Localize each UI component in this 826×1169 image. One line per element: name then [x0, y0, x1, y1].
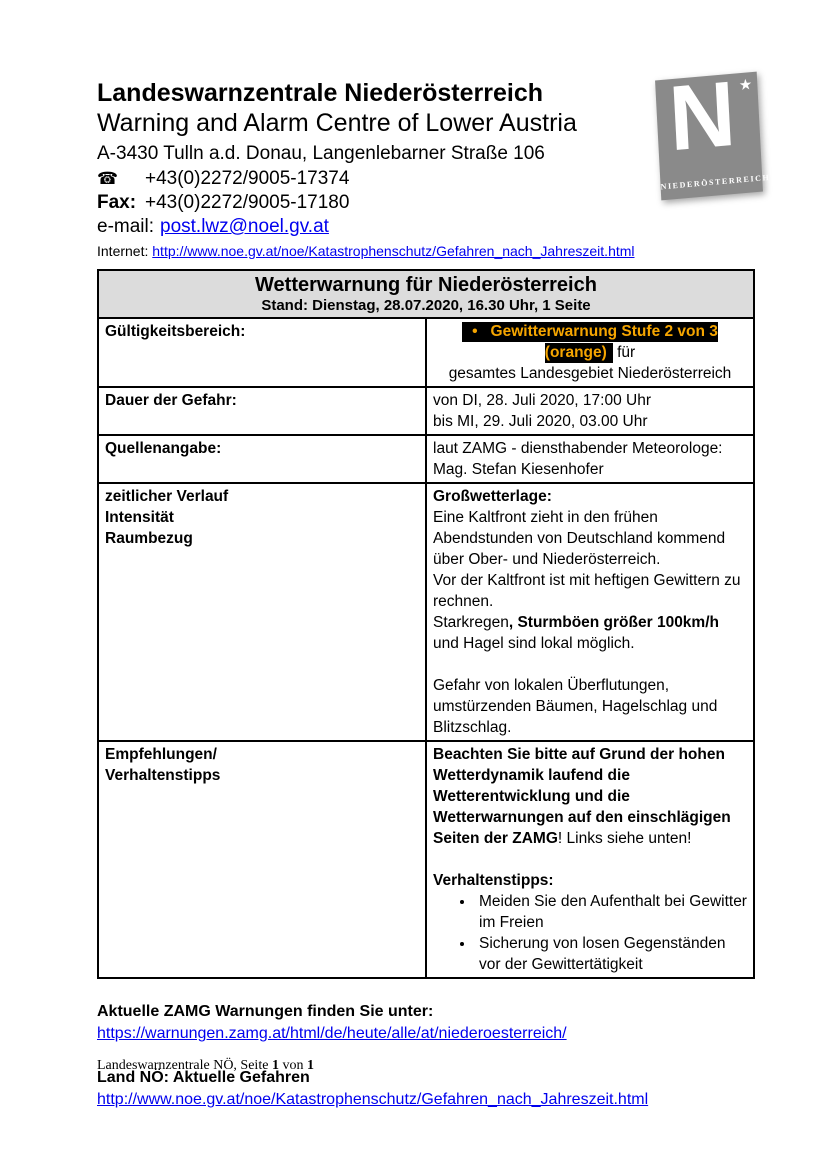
warning-after-highlight: für [612, 344, 636, 361]
tip-item: • Meiden Sie den Aufenthalt bei Gewitter im Freien [475, 891, 747, 933]
noe-dangers-link[interactable]: http://www.noe.gv.at/noe/Katastrophenschutz/Gefahren_nach_Jahreszeit.html [97, 1091, 649, 1108]
zamg-links-heading: Aktuelle ZAMG Warnungen finden Sie unter: [97, 1003, 434, 1020]
weather-paragraph-1: Eine Kaltfront zieht in den frühen Abendstunden von Deutschland kommend über Ober- und Niederösterreich. [433, 509, 726, 568]
duration-content [426, 387, 754, 435]
warning-table [97, 269, 755, 979]
source-row [98, 435, 754, 483]
course-label-line2: Intensität [105, 509, 174, 526]
course-label-line3: Raumbezug [105, 530, 193, 547]
email-label: e-mail: [97, 216, 155, 237]
table-title: Wetterwarnung für Niederösterreich [255, 274, 597, 296]
fax-row [97, 191, 755, 215]
course-row [98, 483, 754, 741]
logo-letter-n: N [666, 62, 738, 171]
noe-links-heading: Land NÖ: Aktuelle Gefahren [97, 1069, 310, 1086]
recommendations-label-line2: Verhaltenstipps [105, 767, 221, 784]
fax-number: +43(0)2272/9005-17180 [145, 192, 350, 213]
document-page [97, 78, 755, 1111]
logo-caption: NIEDERÖSTERREICH [660, 172, 771, 192]
course-label [98, 483, 426, 741]
tip-item: • Sicherung von losen Gegenständen vor der Gewittertätigkeit [475, 933, 747, 975]
noe-logo [655, 62, 771, 201]
duration-row [98, 387, 754, 435]
org-title-en: Warning and Alarm Centre of Lower Austria [97, 109, 577, 137]
internet-label: Internet: [97, 243, 149, 259]
phone-row [97, 167, 755, 191]
org-title-de: Landeswarnzentrale Niederösterreich [97, 79, 543, 107]
weather-paragraph-4: Gefahr von lokalen Überflutungen, umstürzenden Bäumen, Hagelschlag und Blitzschlag. [433, 677, 718, 736]
p3-bold: , Sturmböen größer 100km/h [508, 614, 719, 631]
duration-from: von DI, 28. Juli 2020, 17:00 Uhr [433, 392, 651, 409]
validity-content [426, 318, 754, 387]
warning-highlight-line [433, 321, 747, 363]
telephone-icon: ☎ [97, 169, 119, 188]
bullet-icon: • [472, 323, 478, 340]
footer-prefix: Landeswarnzentrale NÖ, Seite [97, 1058, 272, 1073]
p3-normal: Starkregen [433, 614, 509, 631]
warning-level-highlight [462, 322, 718, 363]
weather-paragraph-3 [433, 612, 747, 654]
course-content [426, 483, 754, 741]
weather-situation-heading: Großwetterlage: [433, 488, 552, 505]
external-links-section [97, 1001, 755, 1111]
recommendations-label [98, 741, 426, 978]
validity-row [98, 318, 754, 387]
duration-label: Dauer der Gefahr: [98, 387, 426, 435]
source-content: laut ZAMG - diensthabender Meteorologe: Mag. Stefan Kiesenhofer [426, 435, 754, 483]
recommendations-rest: ! Links siehe unten! [557, 830, 692, 847]
p3-rest: und Hagel sind lokal möglich. [433, 635, 635, 652]
internet-row [97, 241, 755, 261]
table-header-row [98, 270, 754, 318]
footer-page-current: 1 [271, 1058, 279, 1073]
table-header-cell [98, 270, 754, 318]
org-address: A-3430 Tulln a.d. Donau, Langenlebarner Straße 106 [97, 143, 545, 164]
recommendations-content [426, 741, 754, 978]
tips-list [433, 891, 747, 975]
warning-level-text: Gewitterwarnung Stufe 2 von 3 (orange) [490, 323, 718, 361]
phone-number: +43(0)2272/9005-17374 [145, 168, 350, 189]
warning-region-text: gesamtes Landesgebiet Niederösterreich [448, 365, 732, 382]
email-link[interactable]: post.lwz@noel.gv.at [160, 216, 329, 237]
duration-until: bis MI, 29. Juli 2020, 03.00 Uhr [433, 413, 648, 430]
recommendations-paragraph [433, 744, 747, 849]
footer-page-total: 1 [306, 1058, 314, 1073]
tips-heading: Verhaltenstipps: [433, 872, 554, 889]
fax-label: Fax: [97, 192, 137, 213]
course-label-line1: zeitlicher Verlauf [105, 488, 229, 505]
recommendations-row [98, 741, 754, 978]
page-footer [97, 1058, 314, 1074]
star-icon: ★ [738, 76, 753, 95]
footer-middle: von [278, 1058, 307, 1073]
zamg-warnings-link[interactable]: https://warnungen.zamg.at/html/de/heute/alle/at/niederoesterreich/ [97, 1025, 567, 1042]
recommendations-bold: Beachten Sie bitte auf Grund der hohen Wetterdynamik laufend die Wetterentwicklung und die Wetterwarnungen auf den einschlägigen Seiten der ZAMG [433, 746, 731, 847]
source-label: Quellenangabe: [98, 435, 426, 483]
validity-label: Gültigkeitsbereich: [98, 318, 426, 387]
weather-paragraph-2: Vor der Kaltfront ist mit heftigen Gewittern zu rechnen. [433, 572, 741, 610]
recommendations-label-line1: Empfehlungen/ [105, 746, 217, 763]
table-status-line: Stand: Dienstag, 28.07.2020, 16.30 Uhr, 1 Seite [261, 297, 591, 314]
email-row [97, 215, 755, 239]
internet-link[interactable]: http://www.noe.gv.at/noe/Katastrophenschutz/Gefahren_nach_Jahreszeit.html [152, 243, 635, 259]
spacer [433, 654, 747, 675]
spacer [433, 849, 747, 870]
